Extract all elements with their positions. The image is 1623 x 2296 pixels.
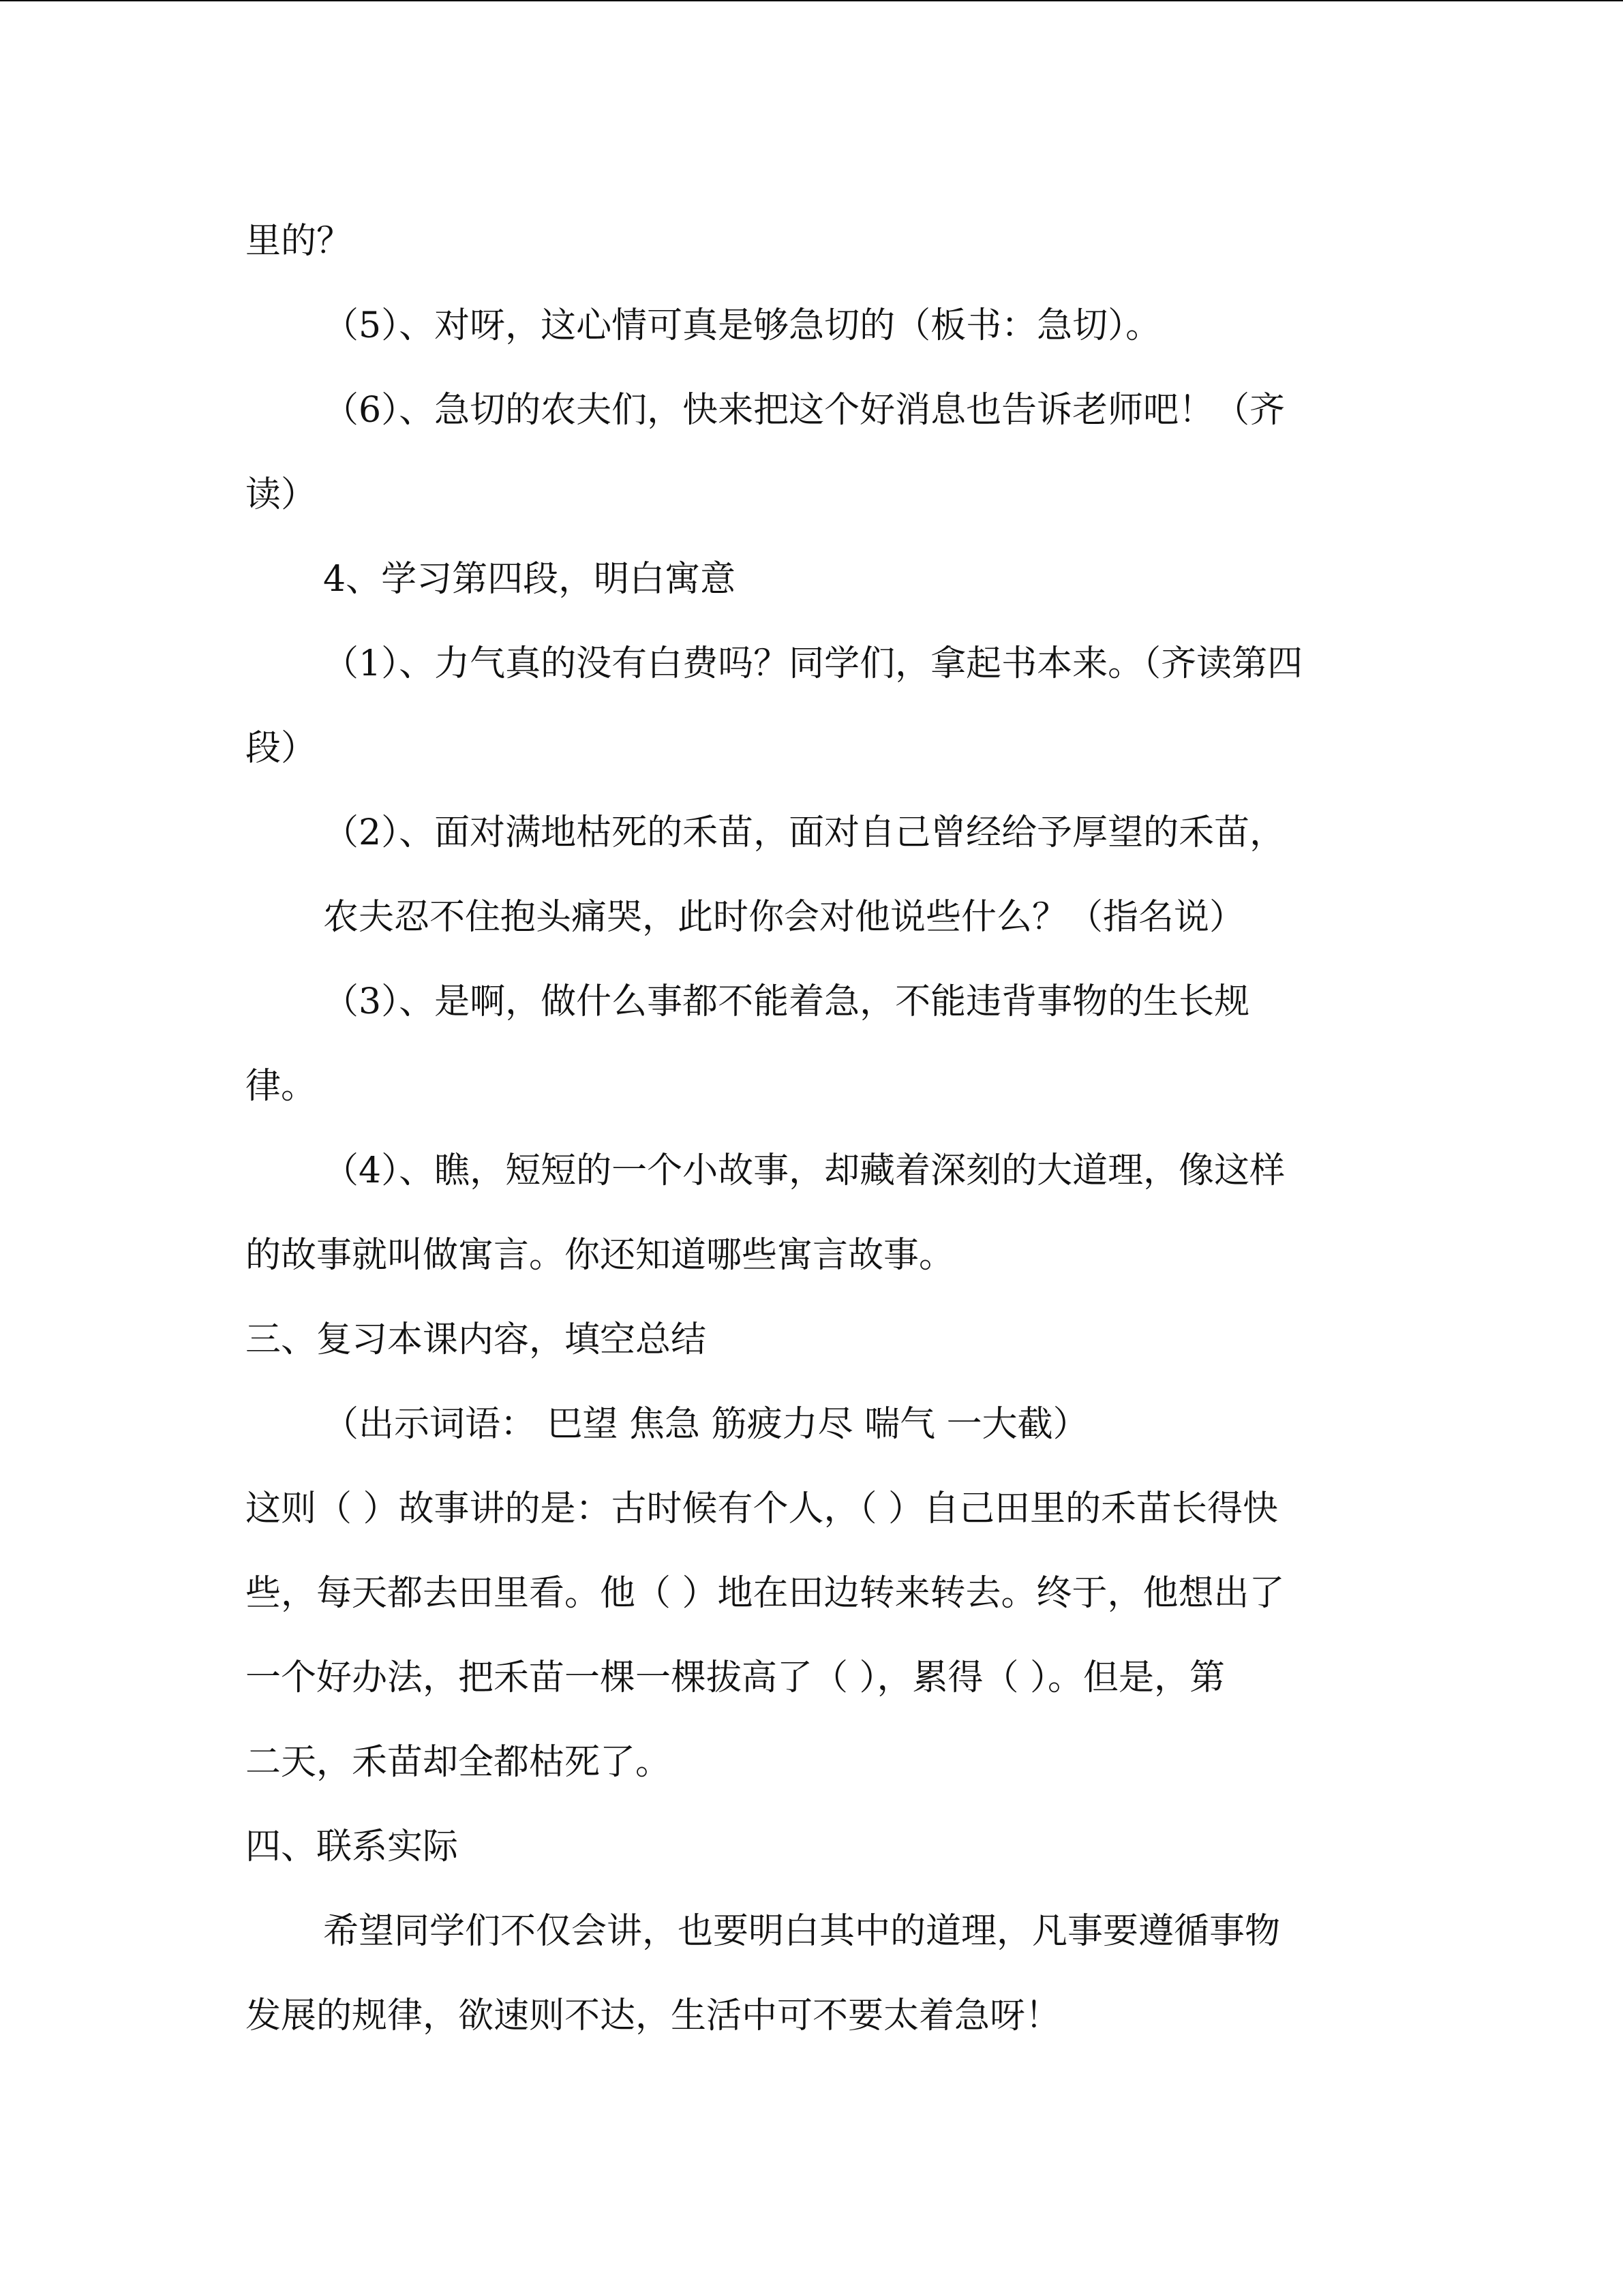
- word-list-line: （出示词语： 巴望 焦急 筋疲力尽 喘气 一大截）: [323, 1404, 1089, 1445]
- section-heading-4b: 四、联系实际: [245, 1826, 459, 1867]
- text-line-8: （2）、面对满地枯死的禾苗，面对自己曾经给予厚望的禾苗，: [323, 812, 1286, 853]
- text-line-21: 希望同学们不仅会讲，也要明白其中的道理，凡事要遵循事物: [323, 1911, 1281, 1952]
- text-line-12: （4）、瞧，短短的一个小故事，却藏着深刻的大道理，像这样: [323, 1150, 1286, 1191]
- text-line-2: （5）、对呀，这心情可真是够急切的（板书：急切）。: [323, 305, 1162, 346]
- document-page: [0, 1, 1623, 2296]
- text-line-16: 这则（ ）故事讲的是：古时候有个人，（ ）自己田里的禾苗长得快: [245, 1488, 1279, 1529]
- text-line-11: 律。: [245, 1066, 317, 1107]
- text-line-18: 一个好办法，把禾苗一棵一棵拔高了（ ），累得（ ）。但是，第: [245, 1657, 1226, 1698]
- text-line-6: （1）、力气真的没有白费吗？同学们，拿起书本来。（齐读第四: [323, 643, 1303, 684]
- text-line-19: 二天，禾苗却全都枯死了。: [245, 1742, 671, 1783]
- text-line-7: 段）: [245, 728, 317, 769]
- text-line-9: 农夫忍不住抱头痛哭，此时你会对他说些什么？（指名说）: [323, 897, 1245, 938]
- text-line-4: 读）: [245, 474, 317, 515]
- text-line-10: （3）、是啊，做什么事都不能着急，不能违背事物的生长规: [323, 981, 1250, 1022]
- text-line-13: 的故事就叫做寓言。你还知道哪些寓言故事。: [245, 1235, 955, 1276]
- section-heading-4: 4、学习第四段，明白寓意: [323, 559, 736, 600]
- text-line-17: 些，每天都去田里看。他（ ）地在田边转来转去。终于，他想出了: [245, 1573, 1285, 1614]
- text-line-1: 里的？: [245, 221, 352, 262]
- text-line-3: （6）、急切的农夫们，快来把这个好消息也告诉老师吧！（齐: [323, 390, 1286, 431]
- section-heading-3: 三、复习本课内容，填空总结: [245, 1319, 707, 1360]
- text-line-22: 发展的规律，欲速则不达，生活中可不要太着急呀！: [245, 1995, 1061, 2036]
